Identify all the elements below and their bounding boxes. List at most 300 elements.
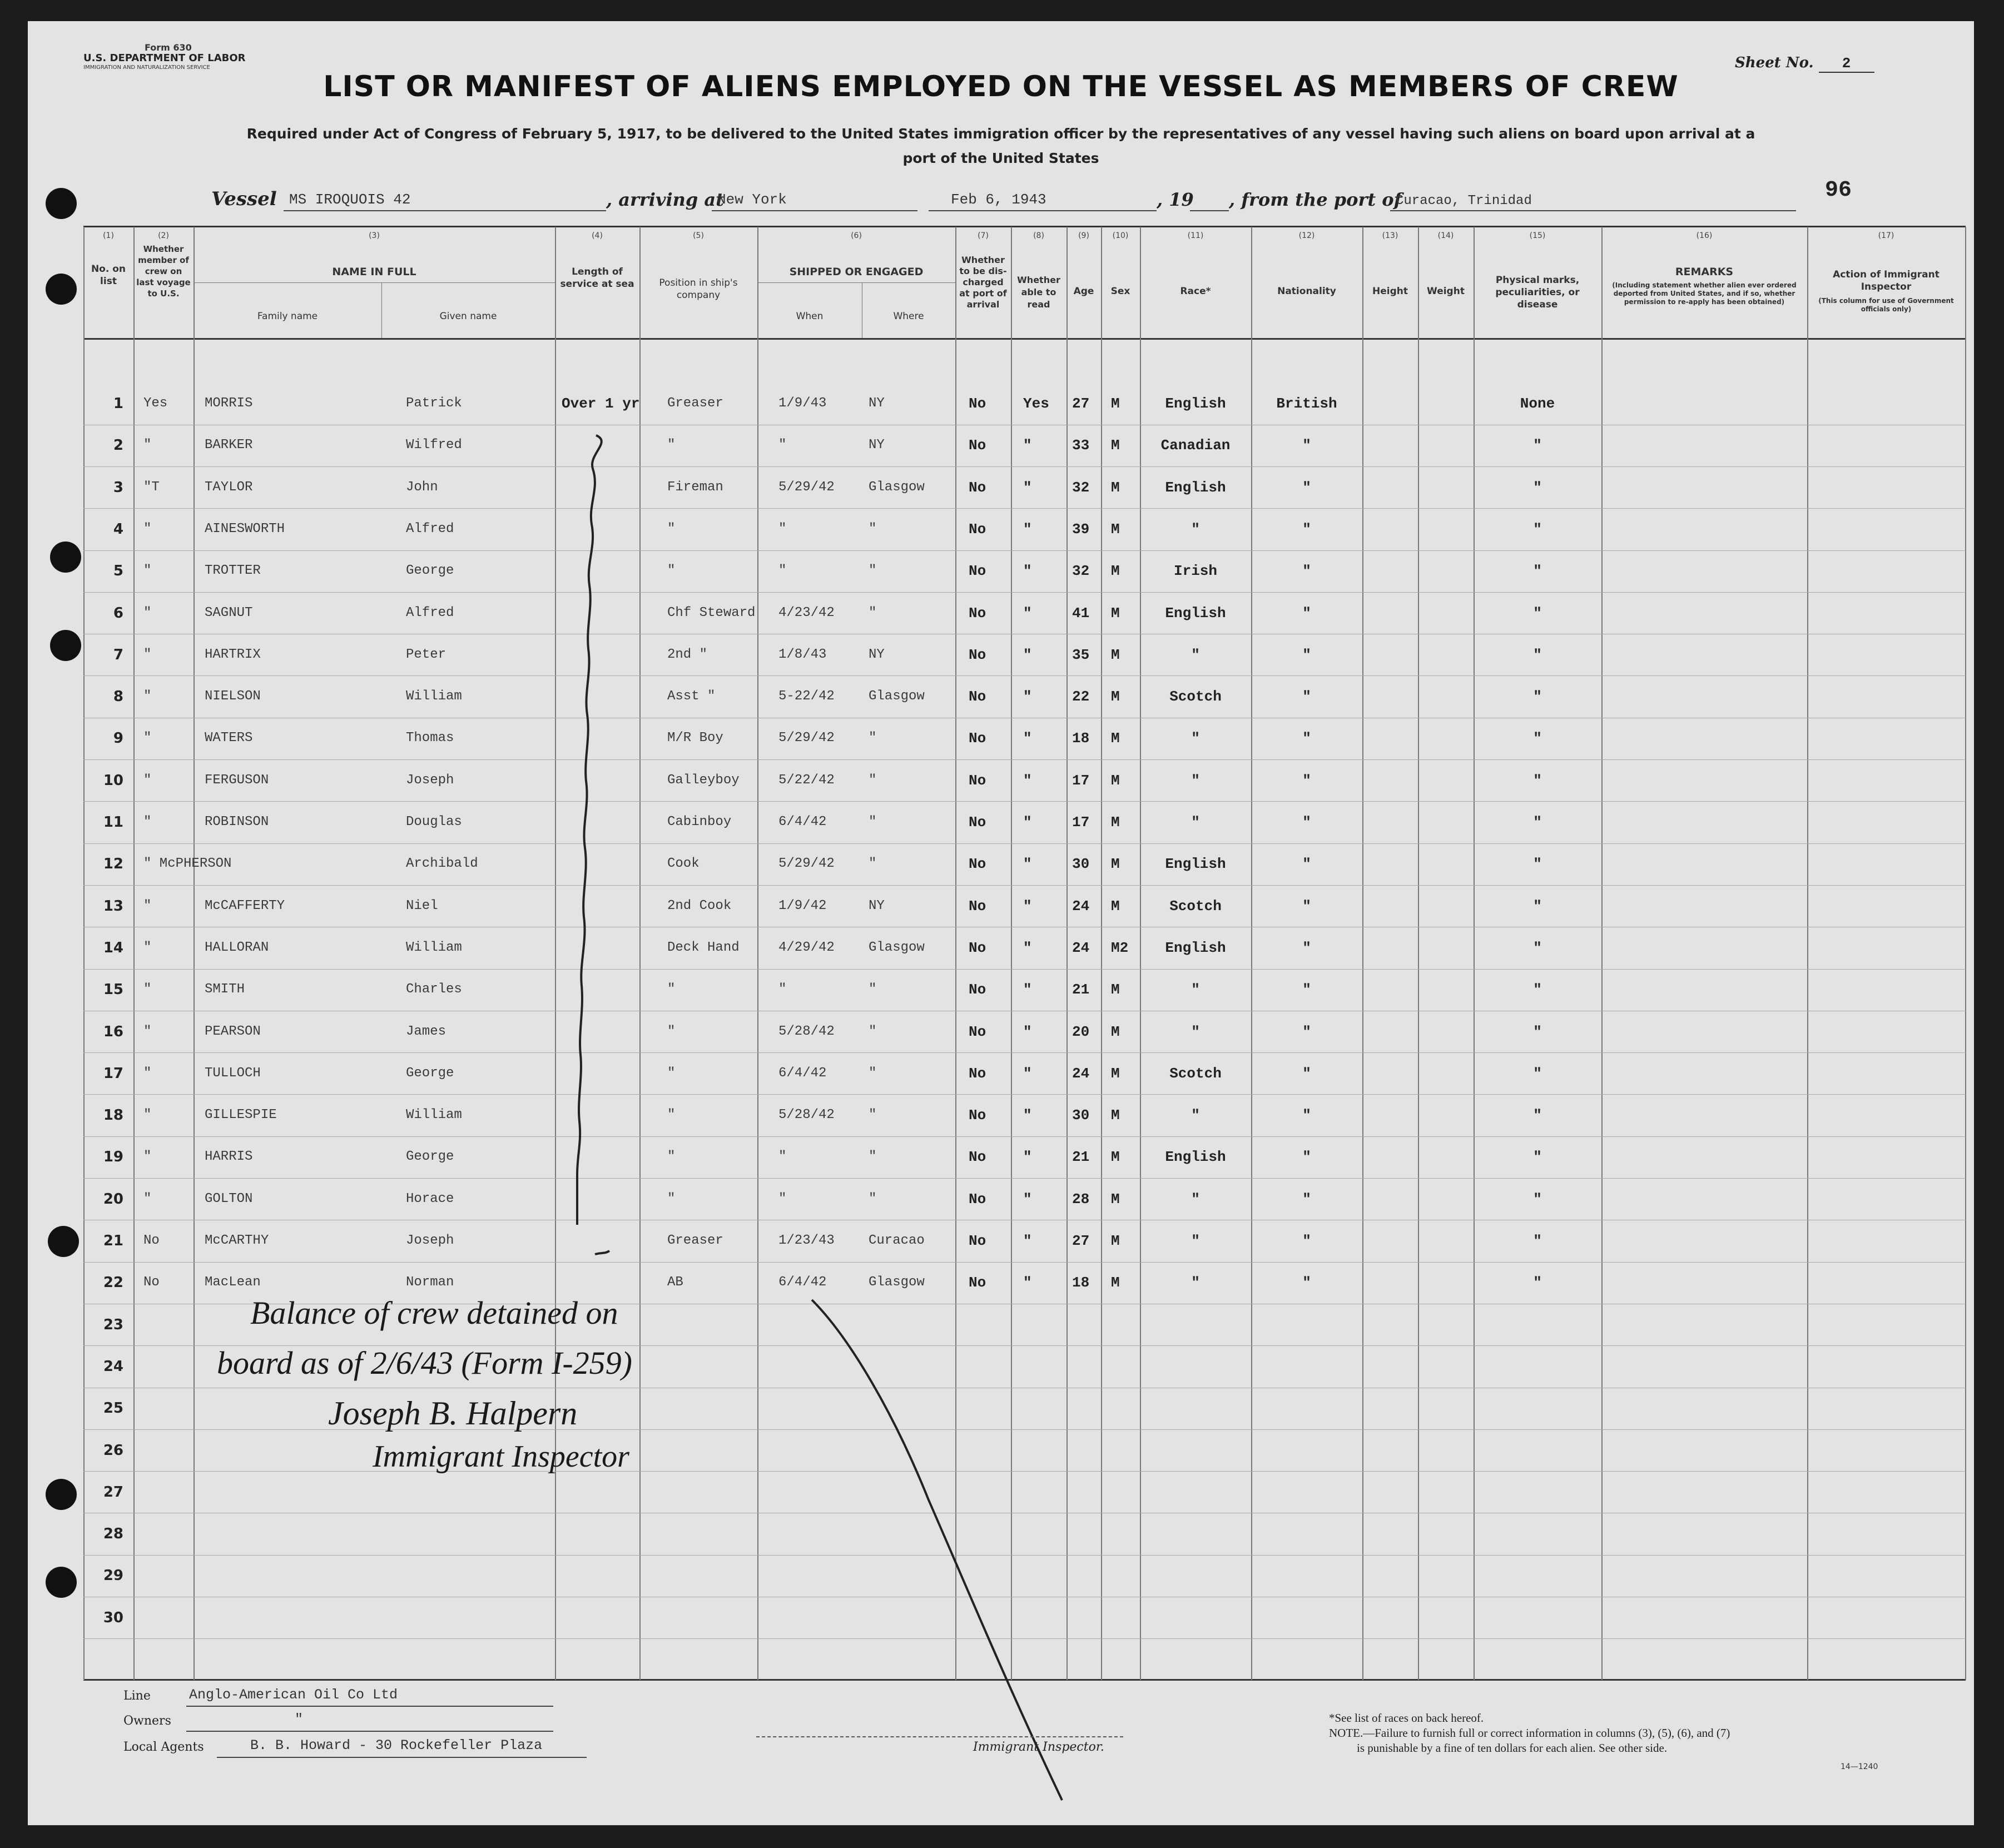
able-to-read-cell: " [1023,1191,1032,1208]
physical-marks-cell: " [1533,688,1542,705]
row-number: 4 [113,521,123,538]
previous-voyage-cell: " [143,898,152,913]
nationality-cell: " [1302,1274,1311,1291]
discharged-cell: No [969,1233,986,1249]
able-to-read-cell: " [1023,437,1032,454]
row-number: 17 [103,1065,123,1082]
punch-hole [50,630,81,661]
row-number: 21 [103,1233,123,1249]
age-cell: 27 [1072,1233,1090,1249]
row-number: 5 [113,563,123,579]
nationality-cell: " [1302,688,1311,705]
sheet-value: 2 [1819,55,1874,73]
age-cell: 24 [1072,940,1090,956]
header-height: Height [1372,286,1408,297]
age-cell: 20 [1072,1024,1090,1040]
able-to-read-cell: " [1023,1233,1032,1249]
family-name-cell: AINESWORTH [205,521,285,536]
previous-voyage-cell: " [143,563,152,578]
sex-cell: M [1111,856,1120,872]
nationality-cell: " [1302,1149,1311,1165]
shipped-when-cell: 1/9/42 [778,898,827,913]
page-number: 96 [1825,178,1852,203]
family-name-cell: GILLESPIE [205,1107,277,1122]
discharged-cell: No [969,772,986,789]
sex-cell: M [1111,814,1120,831]
row-number: 25 [103,1400,123,1417]
service-label: IMMIGRATION AND NATURALIZATION SERVICE [83,64,210,71]
age-cell: 27 [1072,395,1090,412]
sex-cell: M [1111,605,1120,622]
shipped-when-cell: 5/28/42 [778,1024,835,1039]
physical-marks-cell: " [1533,1065,1542,1082]
shipped-when-cell: 4/23/42 [778,605,835,620]
col-number-2: (2) [158,231,169,240]
nationality-cell: " [1302,1191,1311,1208]
able-to-read-cell: " [1023,1274,1032,1291]
age-cell: 24 [1072,1065,1090,1082]
nationality-cell: " [1302,647,1311,663]
sheet-label: Sheet No. [1735,54,1814,71]
row-number: 20 [103,1191,123,1208]
race-cell: Scotch [1169,688,1222,705]
race-cell: English [1165,479,1226,496]
given-name-cell: Joseph [406,773,454,788]
line-label: Line [123,1689,151,1703]
col-number-16: (16) [1696,231,1713,240]
sex-cell: M2 [1111,940,1129,956]
nationality-cell: " [1302,563,1311,579]
physical-marks-cell: " [1533,898,1542,915]
physical-marks-cell: " [1533,1149,1542,1165]
given-name-cell: George [406,1149,454,1164]
nationality-cell: " [1302,521,1311,538]
family-name-cell: TROTTER [205,563,261,578]
shipped-when-cell: " [778,563,787,578]
agents-value: B. B. Howard - 30 Rockefeller Plaza [250,1737,543,1753]
row-number: 15 [103,981,123,998]
physical-marks-cell: " [1533,981,1542,998]
shipped-where-cell: " [869,1066,877,1081]
sex-cell: M [1111,1191,1120,1208]
shipped-when-cell: " [778,438,787,453]
family-name-cell: NIELSON [205,689,261,704]
discharged-cell: No [969,688,986,705]
races-note: *See list of races on back hereof. [1329,1711,1484,1725]
physical-marks-cell: " [1533,1274,1542,1291]
physical-marks-cell: " [1533,1107,1542,1124]
shipped-where-cell: Glasgow [869,689,925,704]
physical-marks-cell: " [1533,437,1542,454]
sex-cell: M [1111,1024,1120,1040]
col-number-15: (15) [1529,231,1546,240]
age-cell: 33 [1072,437,1090,454]
handwriting-overlay [28,21,1974,1825]
position-cell: Cabinboy [667,814,732,829]
row-number: 10 [103,772,123,789]
punch-hole [46,274,77,305]
position-cell: Deck Hand [667,940,740,955]
discharged-cell: No [969,647,986,663]
shipped-where-cell: Glasgow [869,1275,925,1290]
age-cell: 17 [1072,772,1090,789]
family-name-cell: WATERS [205,731,253,746]
header-remarks: REMARKS [1675,266,1734,278]
family-name-cell: TAYLOR [205,480,253,495]
punch-hole [46,188,77,219]
position-cell: Fireman [667,480,723,495]
punch-hole [46,1567,77,1598]
nationality-cell: " [1302,605,1311,622]
able-to-read-cell: " [1023,521,1032,538]
position-cell: " [667,1107,676,1122]
sex-cell: M [1111,1274,1120,1291]
nationality-cell: " [1302,437,1311,454]
race-cell: " [1191,647,1200,663]
nationality-cell: " [1302,856,1311,872]
header-no-on-list: No. on list [91,264,126,287]
handwritten-slash-line [812,1300,1062,1800]
race-cell: English [1165,395,1226,412]
department-label: U.S. DEPARTMENT OF LABOR [83,52,246,64]
shipped-where-cell: " [869,605,877,620]
able-to-read-cell: " [1023,1065,1032,1082]
race-cell: " [1191,730,1200,747]
shipped-where-cell: " [869,1024,877,1039]
age-cell: 32 [1072,563,1090,579]
row-number: 1 [113,395,123,412]
shipped-when-cell: " [778,982,787,997]
discharged-cell: No [969,1149,986,1165]
agents-underline [217,1757,587,1758]
given-name-cell: William [406,940,462,955]
race-cell: " [1191,814,1200,831]
nationality-cell: " [1302,940,1311,956]
family-name-cell: HARRIS [205,1149,253,1164]
position-cell: " [667,521,676,536]
header-action-note: (This column for use of Government officials only) [1818,297,1954,313]
physical-marks-cell: " [1533,605,1542,622]
from-port-label: , from the port of [1229,189,1402,210]
family-name-cell: MORRIS [205,396,253,411]
service-length-cell: Over 1 yr [562,395,640,412]
row-number: 12 [103,856,123,872]
age-cell: 18 [1072,730,1090,747]
given-name-cell: Alfred [406,521,454,536]
able-to-read-cell: " [1023,1024,1032,1040]
nationality-cell: " [1302,1233,1311,1249]
header-age: Age [1073,286,1094,297]
position-cell: 2nd " [667,647,708,662]
row-number: 14 [103,940,123,956]
previous-voyage-cell: " [143,1149,152,1164]
sex-cell: M [1111,1107,1120,1124]
header-name-in-full: NAME IN FULL [332,266,416,278]
shipped-where-cell: " [869,1149,877,1164]
age-cell: 41 [1072,605,1090,622]
inspector-label: Immigrant Inspector. [973,1740,1104,1754]
physical-marks-cell: " [1533,1233,1542,1249]
race-cell: English [1165,605,1226,622]
race-cell: " [1191,1191,1200,1208]
previous-voyage-cell: " [143,773,152,788]
page-title: LIST OR MANIFEST OF ALIENS EMPLOYED ON THE VESSEL AS MEMBERS OF CREW [323,70,1679,103]
shipped-where-cell: NY [869,898,885,913]
col-number-12: (12) [1298,231,1315,240]
given-name-cell: Joseph [406,1233,454,1248]
age-cell: 17 [1072,814,1090,831]
row-number: 11 [103,814,123,831]
position-cell: AB [667,1275,683,1290]
form-number: Form 630 [145,42,192,53]
header-physical-marks: Physical marks, peculiarities, or disease [1495,275,1580,310]
able-to-read-cell: " [1023,814,1032,831]
col-number-8: (8) [1033,231,1044,240]
discharged-cell: No [969,1024,986,1040]
manifest-sheet [28,21,1974,1825]
handwritten-note-line-2: board as of 2/6/43 (Form I-259) [217,1345,632,1381]
header-family-name: Family name [257,311,318,322]
able-to-read-cell: " [1023,856,1032,872]
discharged-cell: No [969,437,986,454]
family-name-cell: BARKER [205,438,253,453]
physical-marks-cell: " [1533,1024,1542,1040]
given-name-cell: George [406,1066,454,1081]
given-name-cell: James [406,1024,447,1039]
shipped-where-cell: " [869,856,877,871]
able-to-read-cell: " [1023,772,1032,789]
family-name-cell: FERGUSON [205,773,269,788]
physical-marks-cell: " [1533,772,1542,789]
header-length-of-service: Length of service at sea [560,266,634,290]
family-name-cell: GOLTON [205,1191,253,1206]
shipped-where-cell: NY [869,396,885,411]
row-number: 19 [103,1149,123,1165]
age-cell: 30 [1072,1107,1090,1124]
row-number: 3 [113,479,123,496]
shipped-when-cell: 4/29/42 [778,940,835,955]
family-name-cell: SAGNUT [205,605,253,620]
position-cell: " [667,438,676,453]
row-number: 22 [103,1274,123,1291]
line-value: Anglo-American Oil Co Ltd [189,1687,398,1703]
shipped-where-cell: " [869,521,877,536]
col-number-14: (14) [1437,231,1454,240]
previous-voyage-cell: " [143,689,152,704]
able-to-read-cell: " [1023,981,1032,998]
col-number-11: (11) [1187,231,1204,240]
from-port: Curacao, Trinidad [1396,193,1532,208]
header-race: Race* [1180,286,1211,297]
subtitle-line-2: port of the United States [902,150,1099,166]
header-discharged: Whether to be dis-charged at port of arrival [959,255,1007,310]
shipped-when-cell: 1/23/43 [778,1233,835,1248]
discharged-cell: No [969,856,986,872]
year-label: , 19 [1157,189,1194,210]
sex-cell: M [1111,437,1120,454]
col-number-17: (17) [1878,231,1894,240]
header-nationality: Nationality [1277,286,1336,297]
position-cell: " [667,1191,676,1206]
shipped-when-cell: 1/9/43 [778,396,827,411]
form-code: 14—1240 [1841,1762,1878,1771]
col-number-4: (4) [592,231,603,240]
able-to-read-cell: " [1023,898,1032,915]
race-cell: " [1191,1107,1200,1124]
given-name-cell: Archibald [406,856,478,871]
given-name-cell: Horace [406,1191,454,1206]
shipped-where-cell: " [869,1107,877,1122]
row-number: 24 [103,1358,123,1375]
arriving-label: , arriving at [606,189,724,210]
row-number: 30 [103,1609,123,1626]
nationality-cell: " [1302,730,1311,747]
position-cell: 2nd Cook [667,898,732,913]
age-cell: 21 [1072,1149,1090,1165]
sex-cell: M [1111,395,1120,412]
shipped-where-cell: " [869,982,877,997]
family-name-cell: ROBINSON [205,814,269,829]
family-name-cell: HALLORAN [205,940,269,955]
race-cell: " [1191,1233,1200,1249]
physical-marks-cell: " [1533,479,1542,496]
age-cell: 35 [1072,647,1090,663]
row-number: 28 [103,1526,123,1542]
position-cell: " [667,563,676,578]
able-to-read-cell: " [1023,605,1032,622]
shipped-when-cell: 5/28/42 [778,1107,835,1122]
family-name-cell: HARTRIX [205,647,261,662]
header-action: Action of Immigrant Inspector [1833,269,1939,292]
previous-voyage-cell: " [143,1107,152,1122]
nationality-cell: " [1302,1107,1311,1124]
discharged-cell: No [969,981,986,998]
able-to-read-cell: " [1023,647,1032,663]
row-number: 6 [113,605,123,622]
row-number: 7 [113,647,123,663]
header-able-to-read: Whether able to read [1017,275,1060,310]
physical-marks-cell: " [1533,521,1542,538]
family-name-cell: MacLean [205,1275,261,1290]
age-cell: 24 [1072,898,1090,915]
race-cell: " [1191,981,1200,998]
shipped-when-cell: " [778,1149,787,1164]
shipped-where-cell: Glasgow [869,940,925,955]
header-position: Position in ship's company [659,277,738,301]
nationality-cell: " [1302,1065,1311,1082]
shipped-where-cell: " [869,1191,877,1206]
family-name-cell: SMITH [205,982,245,997]
previous-voyage-cell: " [143,982,152,997]
family-name-cell: PEARSON [205,1024,261,1039]
discharged-cell: No [969,395,986,412]
discharged-cell: No [969,1065,986,1082]
physical-marks-cell: " [1533,647,1542,663]
given-name-cell: William [406,689,462,704]
discharged-cell: No [969,1191,986,1208]
fine-note: is punishable by a fine of ten dollars for each alien. See other side. [1357,1741,1668,1755]
shipped-when-cell: 5/22/42 [778,773,835,788]
owners-label: Owners [123,1714,171,1728]
previous-voyage-cell: No [143,1233,160,1248]
sex-cell: M [1111,772,1120,789]
race-cell: Canadian [1160,437,1231,454]
row-number: 16 [103,1024,123,1040]
race-cell: English [1165,940,1226,956]
sex-cell: M [1111,563,1120,579]
age-cell: 39 [1072,521,1090,538]
sex-cell: M [1111,479,1120,496]
shipped-when-cell: 5-22/42 [778,689,835,704]
family-name-cell: TULLOCH [205,1066,261,1081]
position-cell: " [667,982,676,997]
position-cell: Asst " [667,689,716,704]
shipped-when-cell: " [778,521,787,536]
col-number-9: (9) [1078,231,1089,240]
shipped-where-cell: " [869,773,877,788]
owners-value: " [295,1711,304,1727]
inspector-signature-line [756,1736,1123,1737]
shipped-where-cell: " [869,731,877,746]
able-to-read-cell: " [1023,688,1032,705]
previous-voyage-cell: No [143,1275,160,1290]
position-cell: Greaser [667,396,723,411]
discharged-cell: No [969,563,986,579]
previous-voyage-cell: " McPHERSON [143,856,232,871]
previous-voyage-cell: " [143,1191,152,1206]
position-cell: M/R Boy [667,731,723,746]
sex-cell: M [1111,1233,1120,1249]
shipped-when-cell: 1/8/43 [778,647,827,662]
sex-cell: M [1111,981,1120,998]
age-cell: 30 [1072,856,1090,872]
previous-voyage-cell: " [143,647,152,662]
shipped-where-cell: " [869,563,877,578]
nationality-cell: " [1302,772,1311,789]
race-cell: " [1191,1274,1200,1291]
discharged-cell: No [969,1107,986,1124]
col-number-1: (1) [103,231,114,240]
age-cell: 21 [1072,981,1090,998]
shipped-when-cell: 6/4/42 [778,1066,827,1081]
discharged-cell: No [969,605,986,622]
race-cell: Scotch [1169,1065,1222,1082]
punch-hole [46,1479,77,1510]
row-number: 18 [103,1107,123,1124]
position-cell: " [667,1149,676,1164]
physical-marks-cell: " [1533,856,1542,872]
given-name-cell: Peter [406,647,447,662]
nationality-cell: British [1276,395,1337,412]
previous-voyage-cell: " [143,605,152,620]
nationality-cell: " [1302,898,1311,915]
handwritten-signature: Joseph B. Halpern [328,1395,578,1432]
race-cell: Irish [1173,563,1217,579]
previous-voyage-cell: "T [143,480,160,495]
given-name-cell: George [406,563,454,578]
col-number-13: (13) [1382,231,1398,240]
header-sex: Sex [1110,286,1130,297]
discharged-cell: No [969,521,986,538]
previous-voyage-cell: " [143,1024,152,1039]
col-number-3: (3) [369,231,380,240]
able-to-read-cell: " [1023,563,1032,579]
given-name-cell: John [406,480,438,495]
sex-cell: M [1111,521,1120,538]
discharged-cell: No [969,898,986,915]
given-name-cell: Patrick [406,396,462,411]
shipped-when-cell: 5/29/42 [778,856,835,871]
